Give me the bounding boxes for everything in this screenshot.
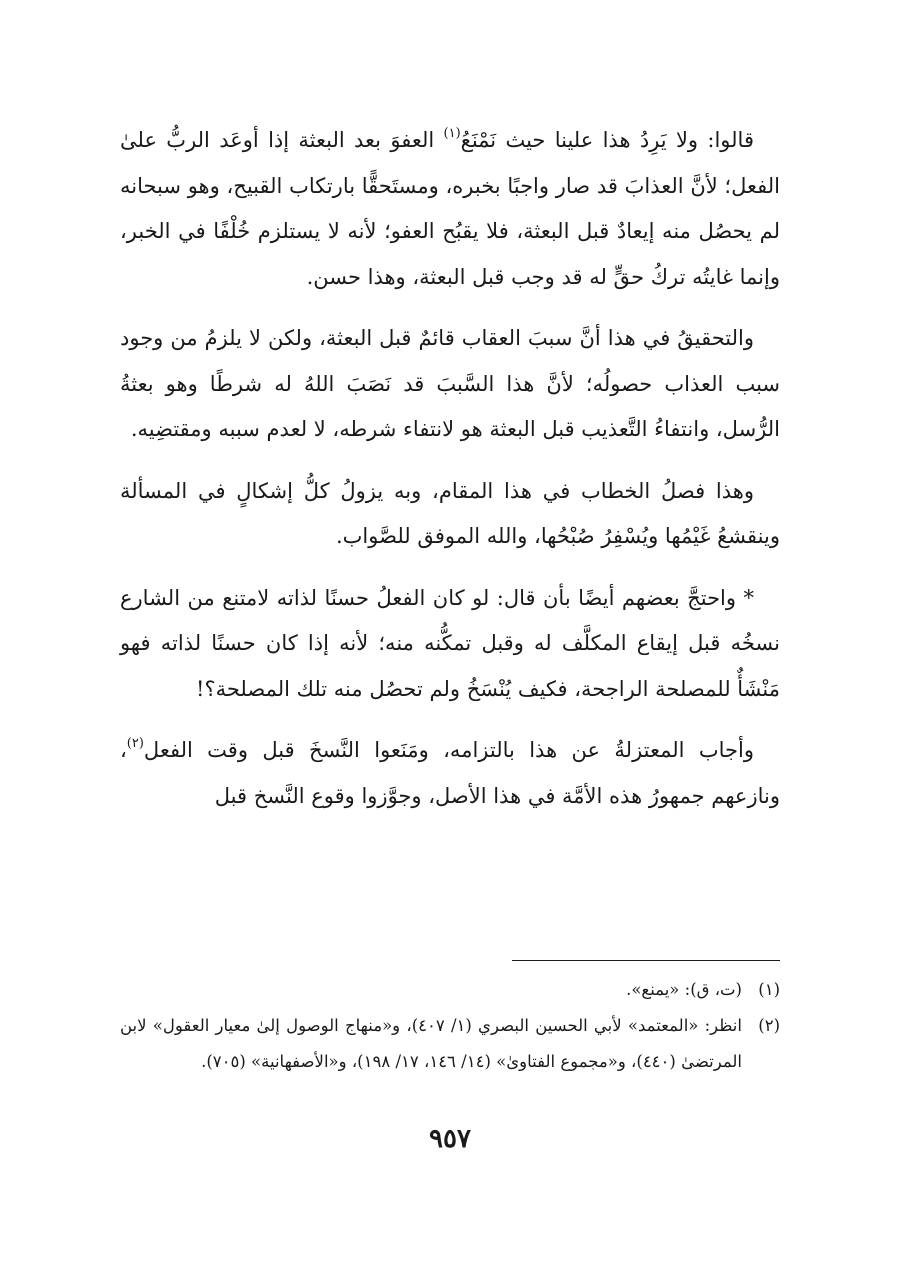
footnote-2 <box>120 1008 780 1080</box>
paragraph-1 <box>120 118 780 300</box>
paragraph-3 <box>120 469 780 560</box>
page-number: ٩٥٧ <box>429 1124 471 1154</box>
paragraph-4 <box>120 576 780 713</box>
footnote-separator <box>512 960 780 961</box>
footnotes <box>120 972 780 1080</box>
footnote-2-text: انظر: «المعتمد» لأبي الحسين البصري (١/ ٤٠٧)، و«منهاج الوصول إلىٰ معيار العقول» لابن المرتضىٰ (٤٤٠)، و«مجموع الفتاوىٰ» (١٤/ ١٤٦، ١٧/ ١٩٨)، و«الأصفهانية» (٧٠٥). <box>120 1016 742 1071</box>
paragraph-2 <box>120 316 780 453</box>
paragraph-3-text: وهذا فصلُ الخطاب في هذا المقام، وبه يزولُ كلُّ إشكالٍ في المسألة وينقشعُ غَيْمُها ويُسْفِرُ صُبْحُها، والله الموفق للصَّواب. <box>120 478 780 548</box>
footnote-1-text: (ت، ق): «يمنع». <box>626 980 742 999</box>
paragraph-1-text-end: العفوَ بعد البعثة إذا أوعَد الربُّ علىٰ الفعل؛ لأنَّ العذابَ قد صار واجبًا بخبره، ومستَحقًّا بارتكاب القبيح، وهو سبحانه لم يحصُل منه إيعادٌ قبل البعثة، فلا يقبُح العفو؛ لأنه لا يستلزم خُلْفًا في الخبر، وإنما غايتُه تركُ حقٍّ له قد وجب قبل البعثة، وهذا حسن. <box>120 128 780 289</box>
footnote-ref-2: (٢) <box>126 736 144 751</box>
paragraph-2-text: والتحقيقُ في هذا أنَّ سببَ العقاب قائمٌ قبل البعثة، ولكن لا يلزمُ من وجود سبب العذاب حصولُه؛ لأنَّ هذا السَّببَ قد نَصَبَ اللهُ له شرطًا وهو بعثةُ الرُّسل، وانتفاءُ التَّعذيب قبل البعثة هو لانتفاء شرطه، لا لعدم سببه ومقتضِيه. <box>120 326 780 441</box>
paragraph-5 <box>120 728 780 819</box>
footnote-1 <box>120 972 780 1008</box>
paragraph-5-text-end: ، ونازعهم جمهورُ هذه الأمَّة في هذا الأصل، وجوَّزوا وقوع النَّسخ قبل <box>120 738 780 808</box>
footnote-1-number: (١) <box>758 980 780 999</box>
paragraph-5-text-start: وأجاب المعتزلةُ عن هذا بالتزامه، ومَنَعوا النَّسخَ قبل وقت الفعل <box>143 738 754 762</box>
footnote-ref-1: (١) <box>443 126 461 141</box>
main-text <box>120 118 780 819</box>
paragraph-1-text-start: قالوا: ولا يَرِدُ هذا علينا حيث نَمْنَعُ <box>460 128 754 152</box>
footnote-2-number: (٢) <box>758 1016 780 1035</box>
paragraph-4-text: * واحتجَّ بعضهم أيضًا بأن قال: لو كان الفعلُ حسنًا لذاته لامتنع من الشارع نسخُه قبل إيقاع المكلَّف له وقبل تمكُّنه منه؛ لأنه إذا كان حسنًا لذاته فهو مَنْشَأٌ للمصلحة الراجحة، فكيف يُنْسَخُ ولم تحصُل منه تلك المصلحة؟! <box>120 585 780 701</box>
